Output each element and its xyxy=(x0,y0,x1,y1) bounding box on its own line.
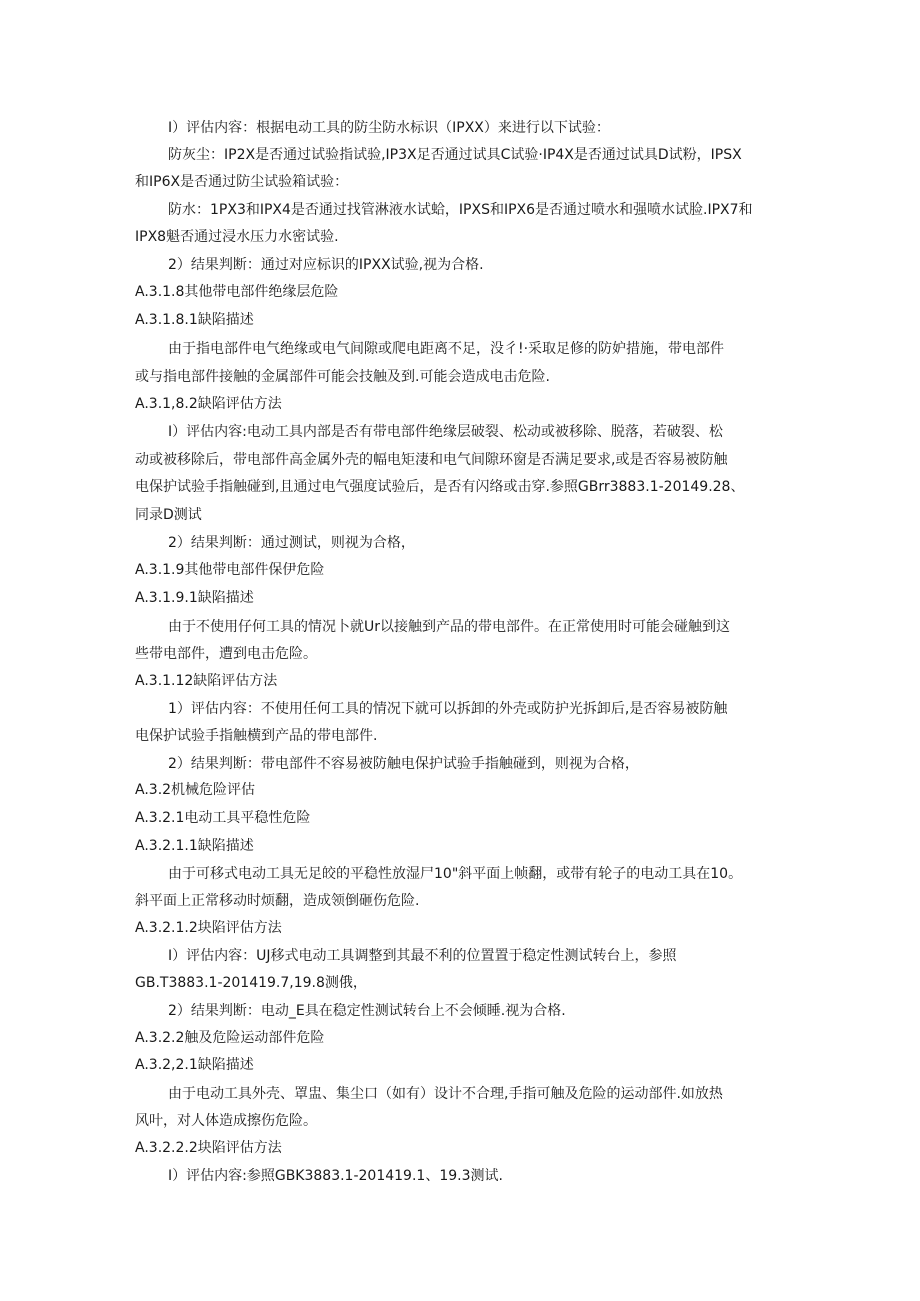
text-line: I）评估内容：根据电动工具的防尘防水标识（IPXX）来进行以下试验： xyxy=(168,120,610,136)
section-heading: A.3.1.8.1缺陷描述 xyxy=(135,312,254,328)
text-line: 2）结果判断：电动_E具在稳定性测试转台上不会倾睡.视为合格. xyxy=(168,1003,566,1019)
text-line: I）评估内容:电动工具内部是否有带电部件绝缘层破裂、松动或被移除、脱落，若破裂、松 xyxy=(168,424,723,440)
text-line: 由于电动工具外壳、罩盅、集尘口（如有）设计不合理,手指可触及危险的运动部件.如放热 xyxy=(168,1086,723,1102)
section-heading: A.3.1,8.2缺陷评估方法 xyxy=(135,396,282,412)
section-heading: A.3.1.8其他带电部件绝缘层危险 xyxy=(135,284,339,300)
text-line: 2）结果判断：带电部件不容易被防触电保护试验手指触碰到，则视为合格， xyxy=(168,756,639,772)
text-line: 由于可移式电动工具无足皎的平稳性放湿尸10"斜平面上帧翻，或带有轮子的电动工具在10。 xyxy=(168,866,743,882)
section-heading: A.3.2.2.2块陷评估方法 xyxy=(135,1140,282,1156)
text-line: 些带电部件，遭到电击危险。 xyxy=(135,646,317,662)
text-line: 和IP6X是否通过防尘试验箱试验： xyxy=(135,174,349,190)
text-line: 或与指电部件接触的金属部件可能会技触及到.可能会造成电击危险. xyxy=(135,369,550,385)
section-heading: A.3.2机械危险评估 xyxy=(135,782,256,798)
text-line: I）评估内容：UJ移式电动工具调整到其最不利的位置置于稳定性测试转台上，参照 xyxy=(168,948,677,964)
text-line: GB.T3883.1-201419.7,19.8测俄， xyxy=(135,975,367,991)
section-heading: A.3.1.9其他带电部件保伊危险 xyxy=(135,562,325,578)
section-heading: A.3.2.1.1缺陷描述 xyxy=(135,838,254,854)
text-line: 斜平面上正常移动时烦翻，造成领倒砸伤危险. xyxy=(135,893,420,909)
text-line: 电保护试验手指触横到产品的带电部件. xyxy=(135,728,378,744)
text-line: IPX8魁否通过浸水压力水密试验. xyxy=(135,229,339,245)
text-line: 风叶，对人体造成擦伤危险。 xyxy=(135,1113,317,1129)
text-line: 1）评估内容：不使用任何工具的情况下就可以拆卸的外壳或防护光拆卸后,是否容易被防触 xyxy=(168,701,728,717)
section-heading: A.3.1.9.1缺陷描述 xyxy=(135,590,254,606)
text-line: 动或被移除后，带电部件高金属外壳的幅电矩淒和电气间隙环窗是否满足要求,或是否容易被防触 xyxy=(135,452,728,468)
text-line: 由于指电部件电气绝缘或电气间隙或爬电距离不足，没彳!·采取足修的防妒措施，带电部件 xyxy=(168,341,725,357)
section-heading: A.3.2.1电动工具平稳性危险 xyxy=(135,810,311,826)
text-line: 由于不使用仔何工具的情况卜就Ur以接触到产品的带电部件。在正常使用时可能会碰触到这 xyxy=(168,619,731,635)
text-line: I）评估内容:参照GBK3883.1-201419.1、19.3测试. xyxy=(168,1168,503,1184)
section-heading: A.3.2,2.1缺陷描述 xyxy=(135,1057,254,1073)
text-line: 防灰尘：IP2X是否通过试验指试验,IP3X足否通过试具C试验·IP4X是否通过试具D试粉，IPSX xyxy=(168,147,742,163)
text-line: 2）结果判断：通过测试，则视为合格， xyxy=(168,535,415,551)
text-line: 同录D测试 xyxy=(135,507,202,523)
section-heading: A.3.2.2触及危险运动部件危险 xyxy=(135,1030,325,1046)
section-heading: A.3.2.1.2块陷评估方法 xyxy=(135,920,282,936)
text-line: 2）结果判断：通过对应标识的IPXX试验,视为合格. xyxy=(168,257,484,273)
section-heading: A.3.1.12缺陷评估方法 xyxy=(135,673,278,689)
text-line: 防水：1PX3和IPX4是否通过找管淋液水试蛤，IPXS和IPX6是否通过喷水和强喷水试脸.IPX7和 xyxy=(168,202,753,218)
text-line: 电保护试验手指触碰到,且通过电气强度试验后，是否有闪络或击穿.参照GBrr3883.1-20149.28、 xyxy=(135,479,745,495)
